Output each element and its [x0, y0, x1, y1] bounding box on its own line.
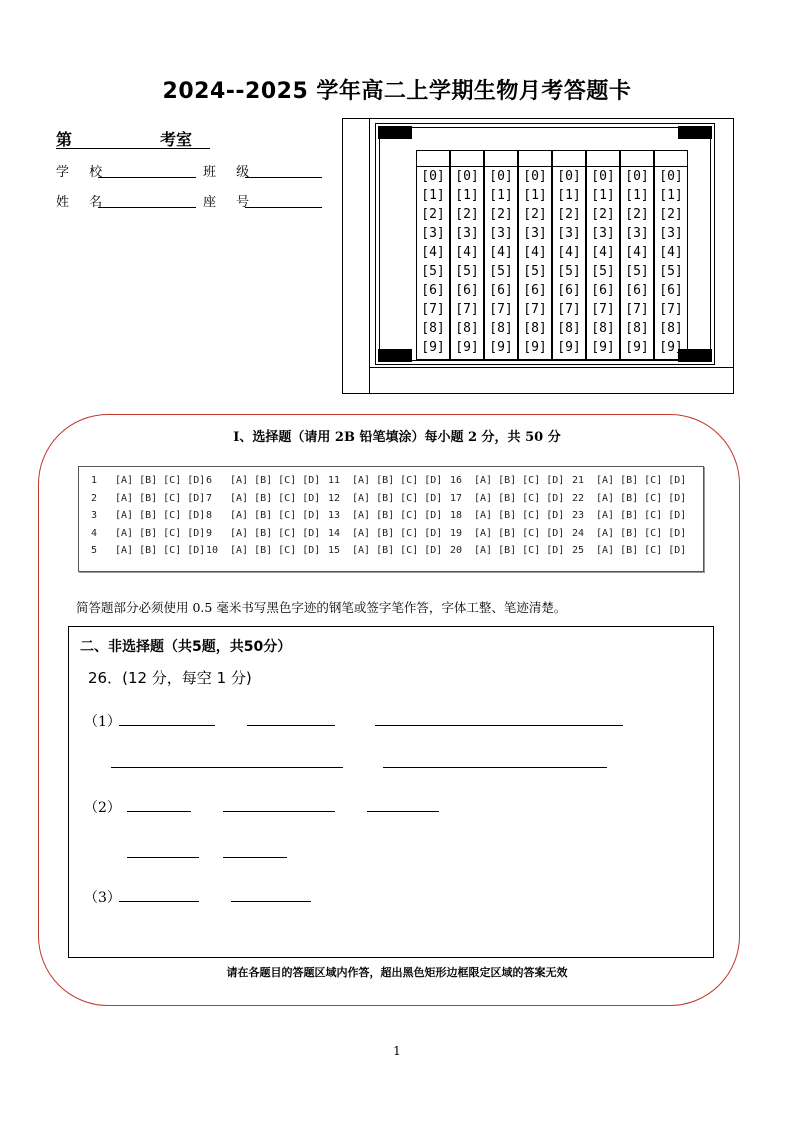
answer-options[interactable]: [A] [B] [C] [D]: [352, 510, 443, 521]
answer-options[interactable]: [A] [B] [C] [D]: [352, 475, 443, 486]
admission-digit-column: [416, 150, 450, 360]
question-number: 25: [572, 545, 585, 556]
digit-bubble[interactable]: [3]: [421, 226, 445, 241]
question-number: 6: [206, 475, 213, 486]
digit-bubble[interactable]: [2]: [591, 207, 615, 222]
digit-bubble[interactable]: [8]: [659, 321, 683, 336]
mc-row: [79, 493, 705, 510]
digit-bubble[interactable]: [0]: [455, 169, 479, 184]
digit-bubble[interactable]: [8]: [557, 321, 581, 336]
answer-blank[interactable]: [247, 725, 335, 726]
section1-title: Ⅰ、选择题（请用 2B 铅笔填涂）每小题 2 分，共 50 分: [233, 430, 561, 445]
page-number: 1: [393, 1044, 401, 1058]
question-number: 13: [328, 510, 341, 521]
question-number: 16: [450, 475, 463, 486]
answer-blank[interactable]: [223, 811, 335, 812]
question-number: 24: [572, 527, 585, 539]
digit-bubble[interactable]: [3]: [523, 226, 547, 241]
digit-bubble[interactable]: [3]: [591, 226, 615, 241]
answer-blank[interactable]: [127, 857, 199, 858]
answer-options[interactable]: [A] [B] [C] [D]: [596, 545, 687, 556]
digit-write-cell[interactable]: [451, 151, 483, 167]
answer-options[interactable]: [A] [B] [C] [D]: [596, 527, 687, 539]
digit-write-cell[interactable]: [519, 151, 551, 167]
admission-number-box: [342, 118, 734, 394]
digit-bubble[interactable]: [8]: [421, 321, 445, 336]
answer-blank[interactable]: [223, 857, 287, 858]
digit-bubble[interactable]: [6]: [659, 283, 683, 298]
digit-bubble[interactable]: [2]: [489, 207, 513, 222]
digit-bubble[interactable]: [5]: [421, 264, 445, 279]
digit-bubble[interactable]: [7]: [557, 302, 581, 317]
answer-options[interactable]: [A] [B] [C] [D]: [230, 492, 321, 504]
answer-options[interactable]: [A] [B] [C] [D]: [352, 492, 443, 504]
digit-bubble[interactable]: [4]: [659, 245, 683, 260]
digit-bubble[interactable]: [6]: [421, 283, 445, 298]
digit-bubble[interactable]: [2]: [557, 207, 581, 222]
answer-options[interactable]: [A] [B] [C] [D]: [474, 492, 565, 504]
digit-bubble[interactable]: [0]: [625, 169, 649, 184]
digit-bubble[interactable]: [9]: [455, 340, 479, 355]
digit-write-cell[interactable]: [417, 151, 449, 167]
admission-digit-column: [552, 150, 586, 360]
question-number: 12: [328, 492, 341, 504]
exam-room-underline: [56, 148, 210, 149]
digit-bubble[interactable]: [3]: [489, 226, 513, 241]
question-number: 17: [450, 492, 463, 504]
digit-bubble[interactable]: [9]: [557, 340, 581, 355]
digit-bubble[interactable]: [8]: [489, 321, 513, 336]
multiple-choice-grid: [78, 466, 704, 572]
mc-row: [79, 545, 705, 562]
digit-bubble[interactable]: [5]: [489, 264, 513, 279]
digit-bubble[interactable]: [6]: [625, 283, 649, 298]
digit-bubble[interactable]: [7]: [625, 302, 649, 317]
seat-field[interactable]: [245, 193, 322, 208]
corner-marker: [378, 349, 412, 362]
answer-options[interactable]: [A] [B] [C] [D]: [352, 545, 443, 556]
digit-bubble[interactable]: [0]: [591, 169, 615, 184]
exam-room-prefix: 第: [56, 130, 73, 149]
answer-options[interactable]: [A] [B] [C] [D]: [474, 510, 565, 521]
admission-digit-column: [654, 150, 688, 360]
digit-bubble[interactable]: [5]: [523, 264, 547, 279]
digit-bubble[interactable]: [2]: [523, 207, 547, 222]
question-number: 15: [328, 545, 341, 556]
digit-bubble[interactable]: [3]: [557, 226, 581, 241]
digit-bubble[interactable]: [1]: [489, 188, 513, 203]
answer-options[interactable]: [A] [B] [C] [D]: [352, 527, 443, 539]
question-number: 8: [206, 510, 213, 521]
digit-bubble[interactable]: [4]: [625, 245, 649, 260]
digit-bubble[interactable]: [0]: [523, 169, 547, 184]
exam-room-label: [56, 127, 210, 150]
digit-bubble[interactable]: [7]: [455, 302, 479, 317]
question-number: 19: [450, 527, 463, 539]
digit-bubble[interactable]: [2]: [455, 207, 479, 222]
digit-bubble[interactable]: [2]: [421, 207, 445, 222]
digit-bubble[interactable]: [2]: [659, 207, 683, 222]
question-number: 11: [328, 475, 341, 486]
digit-bubble[interactable]: [9]: [625, 340, 649, 355]
question-number: 9: [206, 527, 213, 539]
name-field[interactable]: [98, 193, 196, 208]
digit-write-cell[interactable]: [587, 151, 619, 167]
part-3-label: （3）: [84, 890, 121, 906]
digit-bubble[interactable]: [0]: [659, 169, 683, 184]
digit-bubble[interactable]: [4]: [455, 245, 479, 260]
corner-marker: [678, 126, 712, 139]
answer-blank[interactable]: [383, 767, 607, 768]
answer-blank[interactable]: [127, 811, 191, 812]
page-title: 2024--2025 学年高二上学期生物月考答题卡: [162, 79, 632, 104]
digit-bubble[interactable]: [0]: [489, 169, 513, 184]
digit-write-cell[interactable]: [655, 151, 687, 167]
digit-write-cell[interactable]: [621, 151, 653, 167]
admission-digit-column: [484, 150, 518, 360]
answer-options[interactable]: [A] [B] [C] [D]: [474, 527, 565, 539]
digit-bubble[interactable]: [0]: [557, 169, 581, 184]
digit-bubble[interactable]: [6]: [557, 283, 581, 298]
answer-blank[interactable]: [111, 767, 343, 768]
admission-digit-column: [450, 150, 484, 360]
idbox-inner-frame: [379, 127, 711, 361]
digit-bubble[interactable]: [9]: [523, 340, 547, 355]
question-number: 1: [91, 475, 98, 486]
digit-bubble[interactable]: [4]: [489, 245, 513, 260]
part-2-label: （2）: [84, 800, 121, 816]
question-number: 21: [572, 475, 585, 486]
answer-options[interactable]: [A] [B] [C] [D]: [115, 510, 206, 521]
part-1-label: （1）: [84, 714, 121, 730]
answer-blank[interactable]: [375, 725, 623, 726]
question-number: 22: [572, 492, 585, 504]
digit-bubble[interactable]: [9]: [591, 340, 615, 355]
digit-bubble[interactable]: [5]: [591, 264, 615, 279]
question-number: 2: [91, 492, 98, 504]
question-number: 7: [206, 492, 213, 504]
digit-bubble[interactable]: [9]: [421, 340, 445, 355]
section2-title: 二、非选择题（共5题，共50分）: [80, 639, 292, 655]
answer-options[interactable]: [A] [B] [C] [D]: [474, 545, 565, 556]
answer-blank[interactable]: [119, 901, 199, 902]
digit-bubble[interactable]: [4]: [591, 245, 615, 260]
digit-bubble[interactable]: [9]: [489, 340, 513, 355]
exam-room-suffix: 考室: [160, 130, 193, 149]
digit-bubble[interactable]: [4]: [523, 245, 547, 260]
digit-bubble[interactable]: [5]: [659, 264, 683, 279]
question-26-header: 26．(12 分，每空 1 分): [88, 669, 252, 687]
question-number: 23: [572, 510, 585, 521]
digit-bubble[interactable]: [6]: [591, 283, 615, 298]
question-number: 20: [450, 545, 463, 556]
seat-label: 座 号: [203, 195, 258, 210]
mc-row: [79, 510, 705, 527]
answer-options[interactable]: [A] [B] [C] [D]: [115, 492, 206, 504]
digit-bubble[interactable]: [2]: [625, 207, 649, 222]
mc-row: [79, 475, 705, 492]
question-number: 4: [91, 527, 98, 539]
digit-bubble[interactable]: [6]: [455, 283, 479, 298]
digit-bubble[interactable]: [7]: [523, 302, 547, 317]
answer-blank[interactable]: [231, 901, 311, 902]
school-field[interactable]: [98, 163, 196, 178]
digit-bubble[interactable]: [0]: [421, 169, 445, 184]
digit-bubble[interactable]: [1]: [625, 188, 649, 203]
digit-bubble[interactable]: [4]: [421, 245, 445, 260]
digit-bubble[interactable]: [1]: [455, 188, 479, 203]
digit-bubble[interactable]: [7]: [489, 302, 513, 317]
digit-bubble[interactable]: [7]: [591, 302, 615, 317]
mc-row: [79, 528, 705, 545]
answer-blank[interactable]: [119, 725, 215, 726]
answer-options[interactable]: [A] [B] [C] [D]: [115, 527, 206, 539]
class-field[interactable]: [245, 163, 322, 178]
digit-bubble[interactable]: [8]: [523, 321, 547, 336]
digit-bubble[interactable]: [5]: [557, 264, 581, 279]
digit-bubble[interactable]: [7]: [421, 302, 445, 317]
school-label: 学 校: [56, 165, 111, 180]
question-number: 14: [328, 527, 341, 539]
answer-options[interactable]: [A] [B] [C] [D]: [115, 475, 206, 486]
digit-bubble[interactable]: [3]: [455, 226, 479, 241]
corner-marker: [378, 126, 412, 139]
digit-bubble[interactable]: [4]: [557, 245, 581, 260]
digit-bubble[interactable]: [3]: [659, 226, 683, 241]
admission-digit-column: [620, 150, 654, 360]
answer-options[interactable]: [A] [B] [C] [D]: [596, 510, 687, 521]
digit-bubble[interactable]: [5]: [455, 264, 479, 279]
question-number: 5: [91, 545, 98, 556]
idbox-divider-vertical: [369, 119, 370, 393]
answer-options[interactable]: [A] [B] [C] [D]: [115, 545, 206, 556]
digit-bubble[interactable]: [9]: [659, 340, 683, 355]
idbox-divider-horizontal: [369, 367, 733, 368]
admission-digit-column: [586, 150, 620, 360]
digit-bubble[interactable]: [1]: [523, 188, 547, 203]
digit-bubble[interactable]: [6]: [489, 283, 513, 298]
answer-options[interactable]: [A] [B] [C] [D]: [230, 510, 321, 521]
answer-options[interactable]: [A] [B] [C] [D]: [230, 527, 321, 539]
answer-options[interactable]: [A] [B] [C] [D]: [596, 492, 687, 504]
digit-bubble[interactable]: [8]: [625, 321, 649, 336]
digit-bubble[interactable]: [8]: [591, 321, 615, 336]
footer-warning: 请在各题目的答题区域内作答，超出黑色矩形边框限定区域的答案无效: [226, 966, 568, 979]
digit-bubble[interactable]: [1]: [557, 188, 581, 203]
question-number: 18: [450, 510, 463, 521]
name-label: 姓 名: [56, 195, 111, 210]
answer-blank[interactable]: [367, 811, 439, 812]
digit-bubble[interactable]: [5]: [625, 264, 649, 279]
digit-bubble[interactable]: [1]: [591, 188, 615, 203]
answer-options[interactable]: [A] [B] [C] [D]: [230, 545, 321, 556]
answer-notice: 简答题部分必须使用 0.5 毫米书写黑色字迹的钢笔或签字笔作答，字体工整、笔迹清楚。: [76, 600, 567, 615]
digit-write-cell[interactable]: [485, 151, 517, 167]
digit-bubble[interactable]: [1]: [421, 188, 445, 203]
digit-bubble[interactable]: [7]: [659, 302, 683, 317]
digit-write-cell[interactable]: [553, 151, 585, 167]
digit-bubble[interactable]: [8]: [455, 321, 479, 336]
question-number: 3: [91, 510, 98, 521]
question-number: 10: [206, 545, 219, 556]
class-label: 班 级: [203, 165, 258, 180]
answer-options[interactable]: [A] [B] [C] [D]: [474, 475, 565, 486]
answer-options[interactable]: [A] [B] [C] [D]: [596, 475, 687, 486]
answer-options[interactable]: [A] [B] [C] [D]: [230, 475, 321, 486]
digit-bubble[interactable]: [1]: [659, 188, 683, 203]
digit-bubble[interactable]: [3]: [625, 226, 649, 241]
digit-bubble[interactable]: [6]: [523, 283, 547, 298]
admission-digit-column: [518, 150, 552, 360]
